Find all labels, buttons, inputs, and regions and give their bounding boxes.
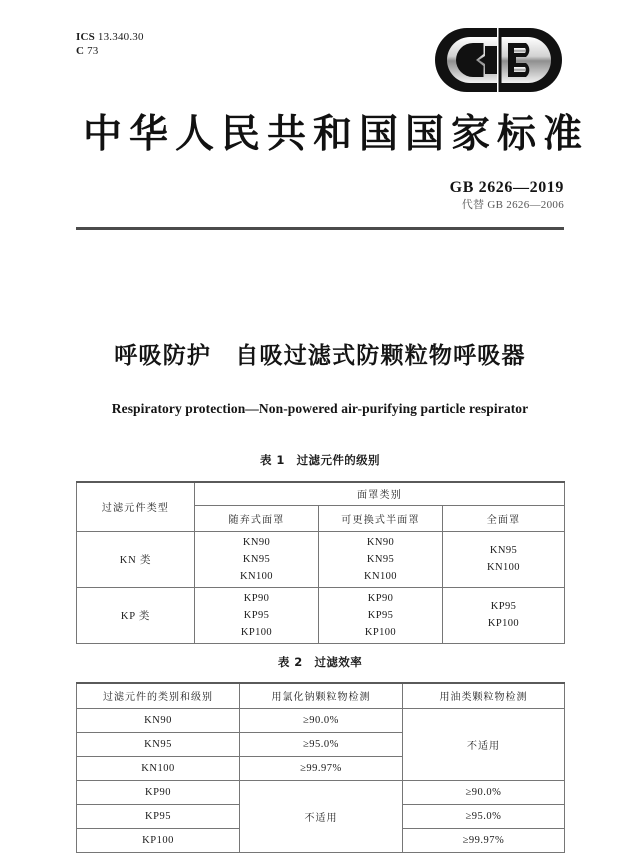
table2-caption: 表 2 过滤效率 — [277, 655, 363, 669]
cell-kp-disposable: KP90 KP95 KP100 — [195, 587, 319, 643]
cell-kn-disposable: KN90 KN95 KN100 — [195, 531, 319, 587]
page-header — [76, 0, 590, 160]
ics-line — [76, 31, 144, 45]
ics-value: 13.340.30 — [97, 31, 144, 43]
cell-kp-half: KP90 KP95 KP100 — [319, 587, 443, 643]
th-full-facepiece: 全面罩 — [443, 505, 565, 531]
cell-type-kp: KP 类 — [77, 587, 195, 643]
china-class-label: C — [76, 44, 85, 57]
standard-number-block — [450, 178, 564, 212]
table-filter-efficiency — [76, 682, 565, 853]
header-divider — [76, 227, 564, 230]
cell-grade-kp100: KP100 — [77, 828, 240, 852]
standard-number: GB 2626—2019 — [449, 179, 564, 196]
th-oil-test: 用油类颗粒物检测 — [403, 683, 565, 708]
table-row — [77, 482, 565, 505]
th-filter-element-type: 过滤元件类型 — [77, 482, 195, 531]
cell-type-kn: KN 类 — [77, 531, 195, 587]
national-standard-title: 中华人民共和国国家标准 — [83, 113, 590, 156]
th-element-class-and-grade: 过滤元件的类别和级别 — [77, 683, 240, 708]
th-nacl-test: 用氯化钠颗粒物检测 — [240, 683, 403, 708]
cell-kn-full: KN95 KN100 — [443, 531, 565, 587]
document-title-en: Respiratory protection—Non-powered air-purifying particle respirator — [111, 401, 529, 416]
page-content — [76, 0, 590, 846]
standard-replaces: 代替 GB 2626—2006 — [461, 199, 564, 211]
table-row — [77, 531, 565, 587]
cell-nacl-not-applicable: 不适用 — [240, 780, 403, 852]
th-replaceable-half-facepiece: 可更换式半面罩 — [319, 505, 443, 531]
th-facepiece-category: 面罩类别 — [195, 482, 565, 505]
cell-oil-kp100: ≥99.97% — [403, 828, 565, 852]
cell-grade-kp90: KP90 — [77, 780, 240, 804]
china-class-line — [76, 45, 144, 59]
table-row — [77, 780, 565, 804]
cell-grade-kn100: KN100 — [77, 756, 240, 780]
cell-kn-half: KN90 KN95 KN100 — [319, 531, 443, 587]
document-title-zh: 呼吸防护 自吸过滤式防颗粒物呼吸器 — [114, 343, 526, 369]
cell-nacl-kn90: ≥90.0% — [240, 708, 403, 732]
cell-kp-full: KP95 KP100 — [443, 587, 565, 643]
cell-grade-kn90: KN90 — [77, 708, 240, 732]
cell-oil-kp95: ≥95.0% — [403, 804, 565, 828]
table-row — [77, 708, 565, 732]
table-row — [77, 587, 565, 643]
cell-oil-kp90: ≥90.0% — [403, 780, 565, 804]
cell-nacl-kn95: ≥95.0% — [240, 732, 403, 756]
table1-caption: 表 1 过滤元件的级别 — [260, 453, 380, 467]
cell-grade-kn95: KN95 — [77, 732, 240, 756]
table-row — [77, 683, 565, 708]
th-disposable-facepiece: 随弃式面罩 — [195, 505, 319, 531]
cell-nacl-kn100: ≥99.97% — [240, 756, 403, 780]
china-class-value: 73 — [87, 44, 99, 57]
cell-oil-not-applicable: 不适用 — [403, 708, 565, 780]
cell-grade-kp95: KP95 — [77, 804, 240, 828]
gb-emblem-icon — [433, 26, 564, 94]
table-filter-element-grades — [76, 481, 565, 644]
ics-label: ICS — [76, 31, 95, 43]
ics-classification — [76, 31, 144, 58]
